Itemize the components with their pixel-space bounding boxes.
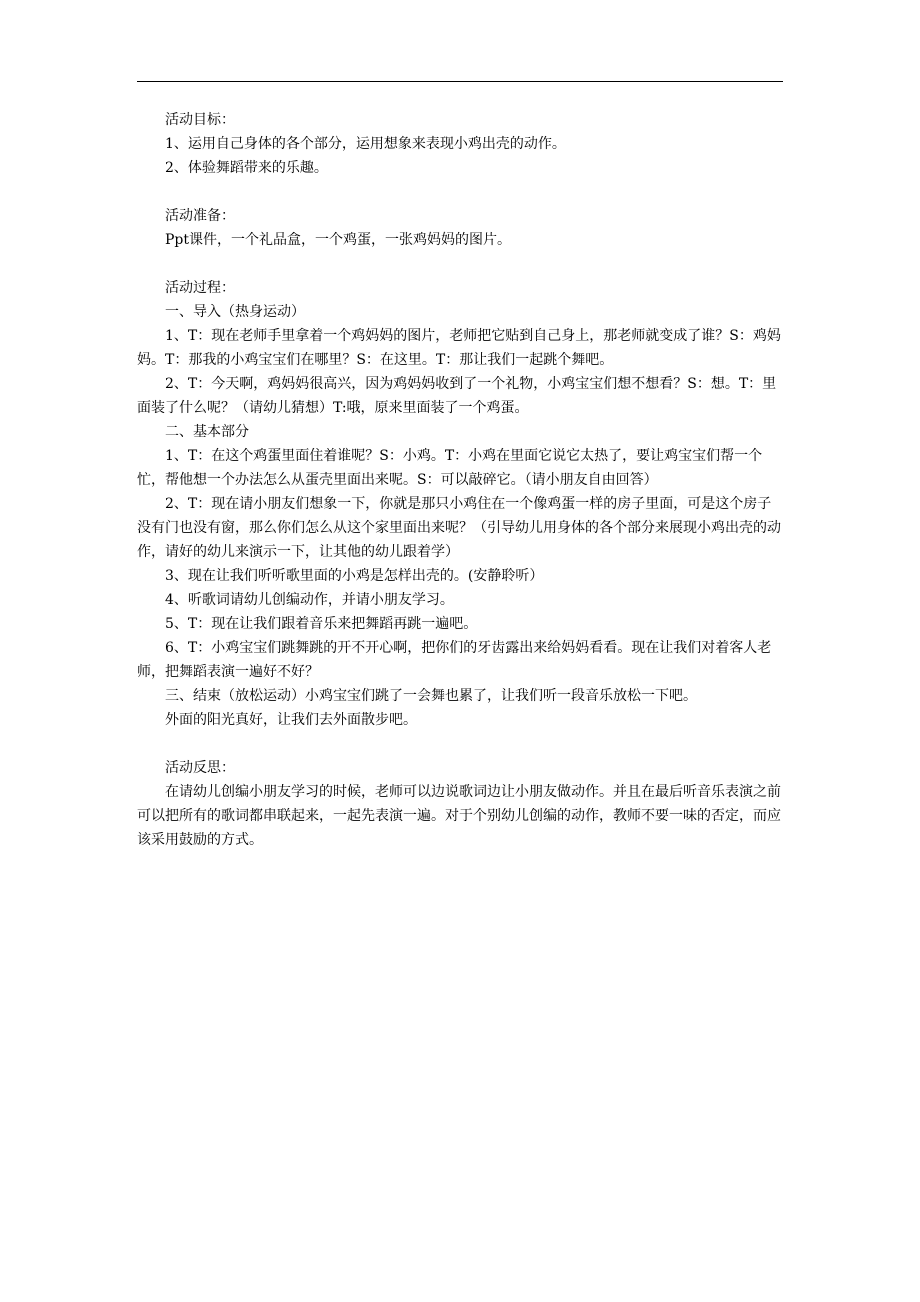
- reflection-text: 在请幼儿创编小朋友学习的时候，老师可以边说歌词边让小朋友做动作。并且在最后听音乐表演之前可以把所有的歌词都串联起来，一起先表演一遍。对于个别幼儿创编的动作，教师不要一味的否定，而应该采用鼓励的方式。: [137, 784, 781, 848]
- document-body: [137, 108, 783, 852]
- part2-item: 3、现在让我们听听歌里面的小鸡是怎样出壳的。(安静聆听）: [165, 568, 544, 584]
- spacer: [137, 732, 783, 756]
- part2-item: 2、T：现在请小朋友们想象一下，你就是那只小鸡住在一个像鸡蛋一样的房子里面，可是这个房子没有门也没有窗，那么你们怎么从这个家里面出来呢？（引导幼儿用身体的各个部分来展现小鸡出壳的动作，请好的幼儿来演示一下，让其他的幼儿跟着学）: [137, 496, 781, 560]
- preparation-text: Ppt课件，一个礼品盒，一个鸡蛋，一张鸡妈妈的图片。: [165, 232, 512, 248]
- goal-item: 2、体验舞蹈带来的乐趣。: [165, 160, 328, 176]
- part1-item: 1、T：现在老师手里拿着一个鸡妈妈的图片，老师把它贴到自己身上，那老师就变成了谁？S：鸡妈妈。T：那我的小鸡宝宝们在哪里？S：在这里。T：那让我们一起跳个舞吧。: [137, 328, 781, 368]
- goal-item: 1、运用自己身体的各个部分，运用想象来表现小鸡出壳的动作。: [165, 136, 566, 152]
- part2-item: 4、听歌词请幼儿创编动作，并请小朋友学习。: [165, 592, 454, 608]
- part2-item: 1、T：在这个鸡蛋里面住着谁呢？S：小鸡。T：小鸡在里面它说它太热了，要让鸡宝宝们帮一个忙，帮他想一个办法怎么从蛋壳里面出来呢。S：可以敲碎它。（请小朋友自由回答）: [137, 448, 763, 488]
- header-rule: [137, 81, 783, 82]
- part1-item: 2、T：今天啊，鸡妈妈很高兴，因为鸡妈妈收到了一个礼物，小鸡宝宝们想不想看？S：想。T：里面装了什么呢？（请幼儿猜想）T:哦，原来里面装了一个鸡蛋。: [137, 376, 777, 416]
- reflection-heading: 活动反思：: [165, 760, 235, 776]
- part3-followup: 外面的阳光真好，让我们去外面散步吧。: [165, 712, 417, 728]
- spacer: [137, 252, 783, 276]
- preparation-heading: 活动准备：: [165, 208, 235, 224]
- process-heading: 活动过程：: [165, 280, 235, 296]
- spacer: [137, 180, 783, 204]
- goals-heading: 活动目标：: [165, 112, 235, 128]
- part2-item: 5、T：现在让我们跟着音乐来把舞蹈再跳一遍吧。: [165, 616, 478, 632]
- part1-title: 一、导入（热身运动）: [165, 304, 305, 320]
- part2-title: 二、基本部分: [165, 424, 249, 440]
- part2-item: 6、T：小鸡宝宝们跳舞跳的开不开心啊，把你们的牙齿露出来给妈妈看看。现在让我们对着客人老师，把舞蹈表演一遍好不好？: [137, 640, 772, 680]
- part3-text: 三、结束（放松运动）小鸡宝宝们跳了一会舞也累了，让我们听一段音乐放松一下吧。: [165, 688, 697, 704]
